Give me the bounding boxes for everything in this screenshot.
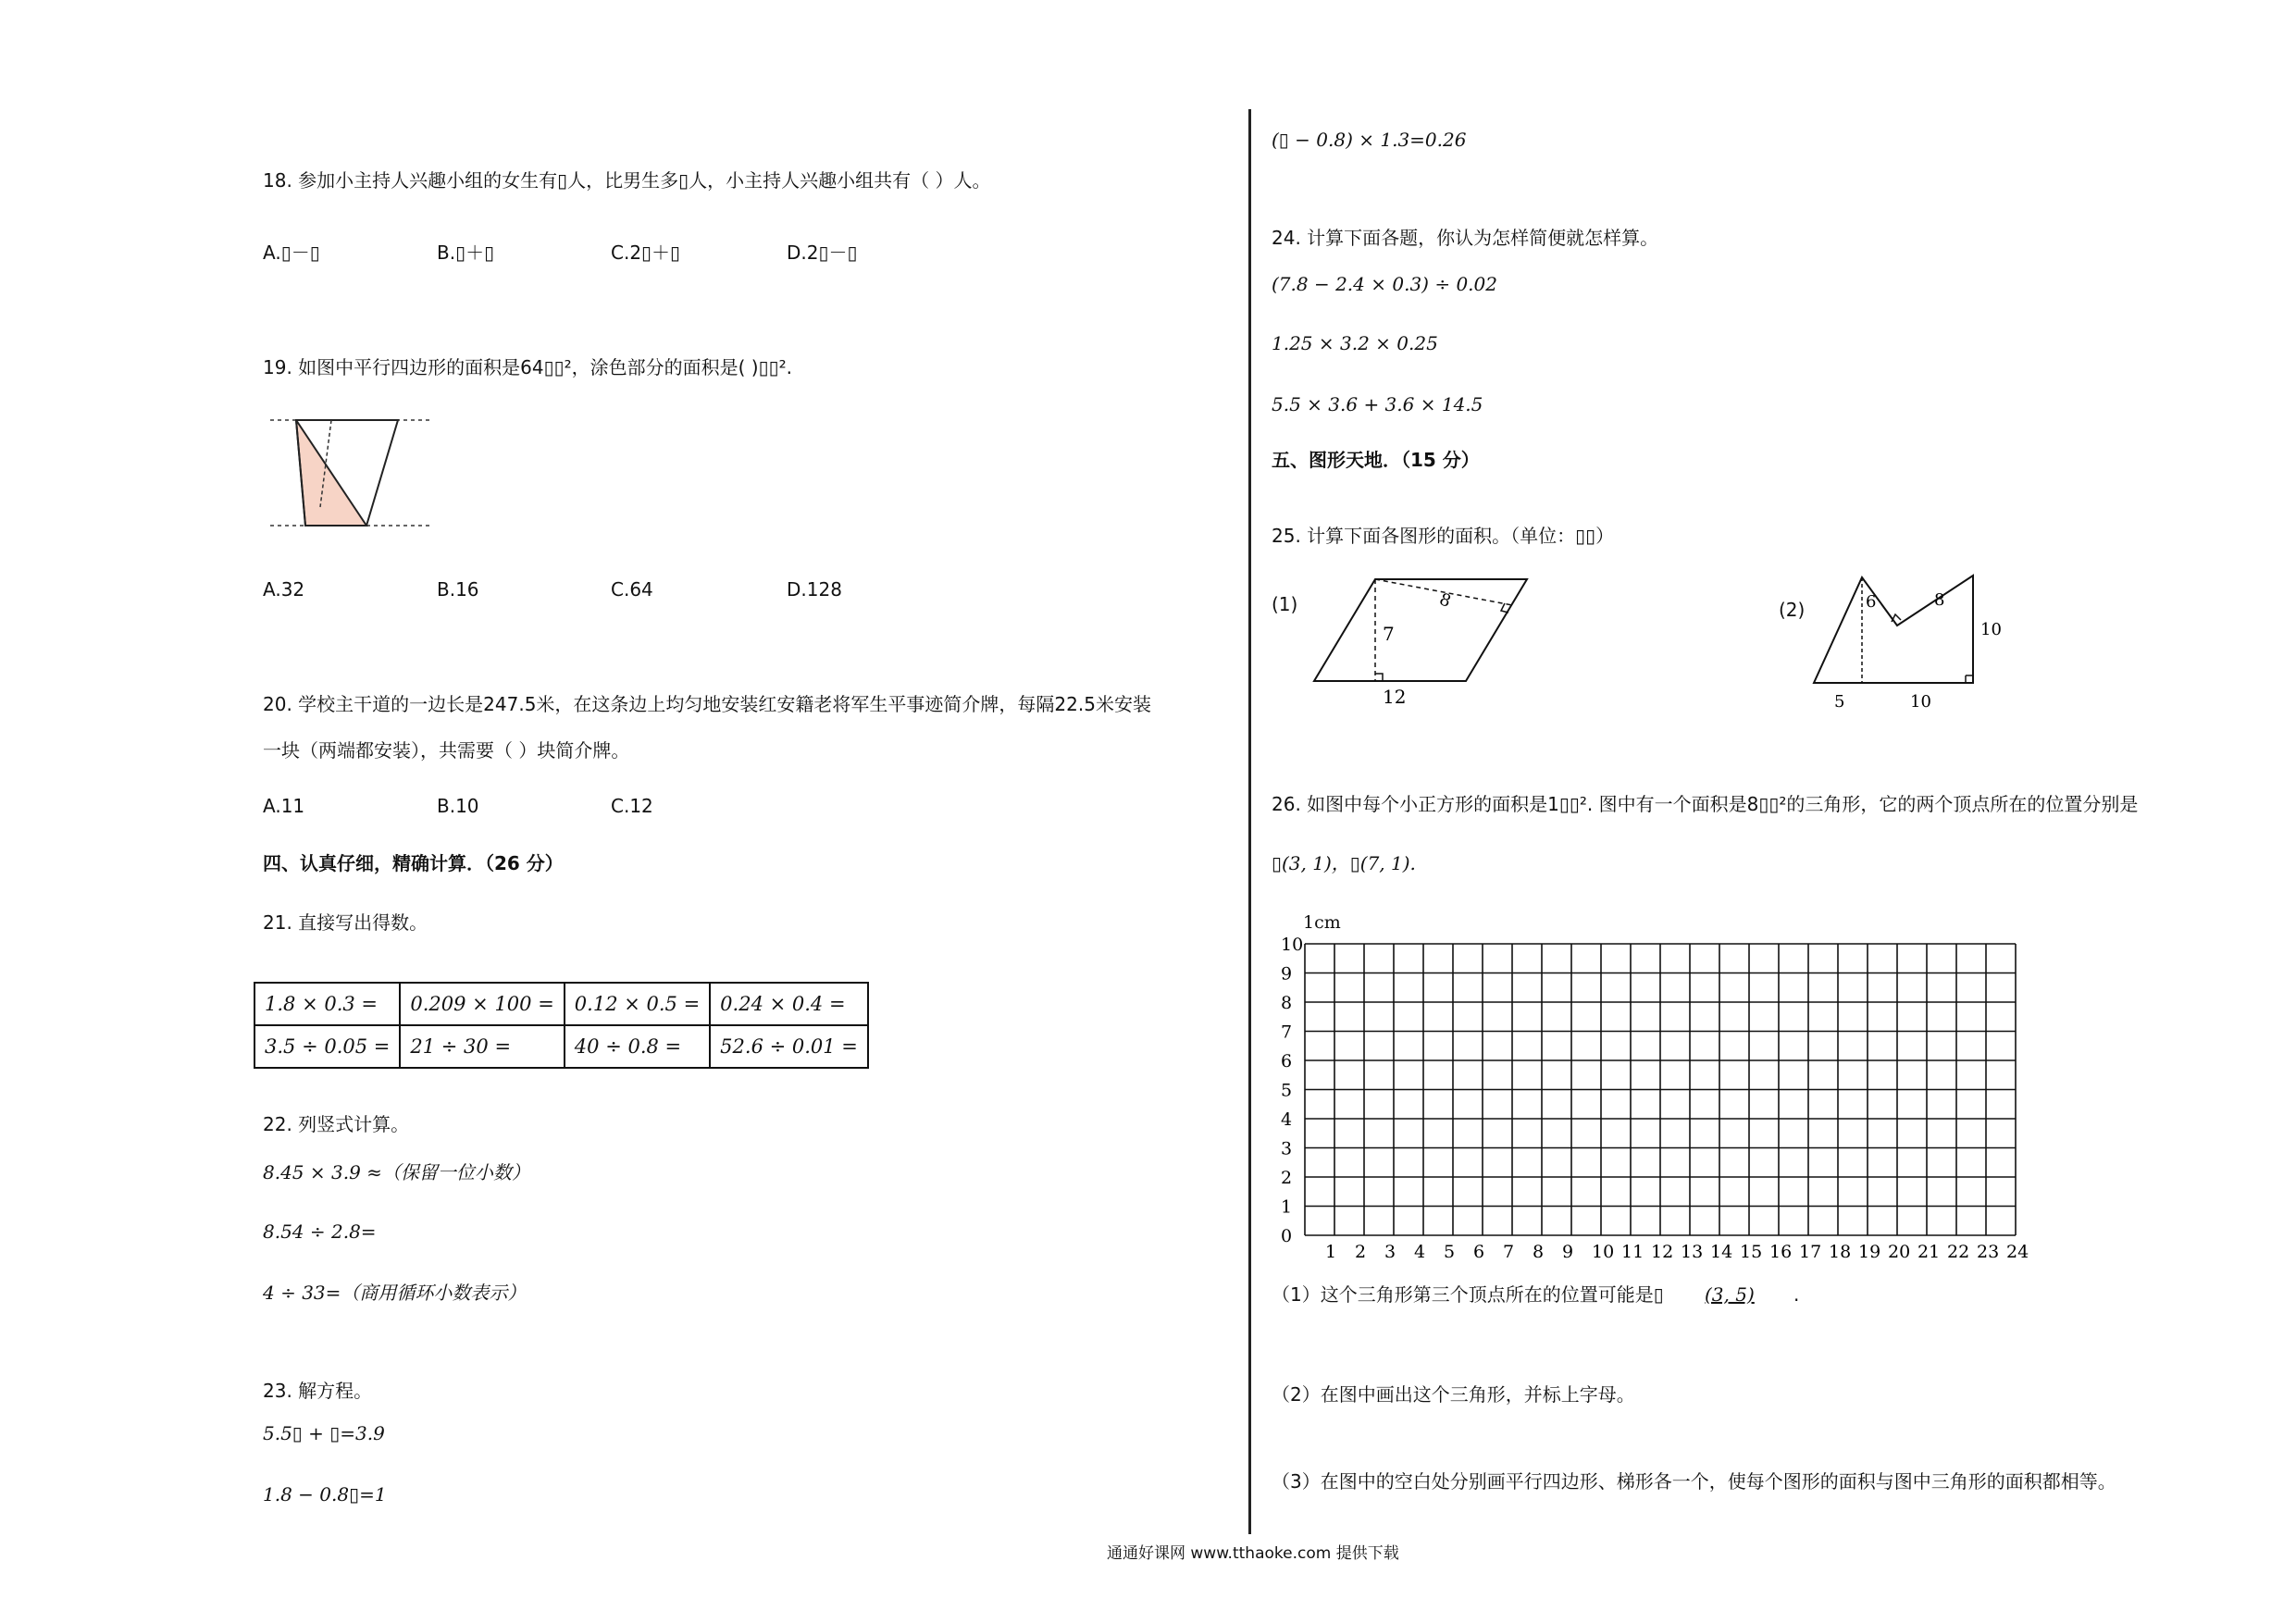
footer-text: 通通好课网 www.tthaoke.com 提供下载 (1107, 1544, 1399, 1563)
q22-stem: 22. 列竖式计算。 (263, 1113, 410, 1135)
q23-stem: 23. 解方程。 (263, 1380, 373, 1402)
column-divider (1248, 109, 1251, 1534)
grid-x-label: 18 (1829, 1242, 1852, 1262)
q19-option-b: B.16 (437, 578, 479, 601)
q19-stem: 19. 如图中平行四边形的面积是64▯▯²，涂色部分的面积是( )▯▯². (263, 356, 792, 378)
grid-x-label: 2 (1355, 1242, 1367, 1262)
q24-item-3: 5.5 × 3.6 + 3.6 × 14.5 (1272, 393, 1483, 415)
q22-item-1: 8.45 × 3.9 ≈（保留一位小数） (263, 1161, 530, 1183)
grid-x-label: 1 (1325, 1242, 1337, 1262)
grid-y-label: 8 (1281, 993, 1293, 1013)
q24-stem: 24. 计算下面各题，你认为怎样简便就怎样算。 (1272, 227, 1659, 249)
grid-x-label: 14 (1710, 1242, 1733, 1262)
grid-x-label: 21 (1917, 1242, 1941, 1262)
figure-1-base-label: 12 (1383, 686, 1407, 708)
figure-1-parallelogram (1305, 572, 1536, 711)
q26-sub1-suffix: . (1793, 1283, 1800, 1306)
q23-item-2: 1.8 − 0.8▯=1 (263, 1483, 387, 1505)
grid-x-label: 6 (1473, 1242, 1485, 1262)
calc-cell: 0.12 × 0.5 = (565, 983, 710, 1025)
q22-item-3: 4 ÷ 33=（商用循环小数表示） (263, 1282, 527, 1304)
q18-option-b: B.▯＋▯ (437, 242, 495, 264)
q18-stem: 18. 参加小主持人兴趣小组的女生有▯人，比男生多▯人，小主持人兴趣小组共有（ ）人。 (263, 169, 991, 192)
q19-option-c: C.64 (611, 578, 653, 601)
q19-option-a: A.32 (263, 578, 305, 601)
grid-x-label: 19 (1858, 1242, 1881, 1262)
section-5-heading: 五、图形天地．（15 分） (1272, 449, 1480, 471)
q26-sub1-prefix: （1）这个三角形第三个顶点所在的位置可能是▯ (1272, 1283, 1664, 1306)
grid-x-label: 13 (1681, 1242, 1704, 1262)
figure-2-right-height-label: 10 (1980, 620, 2002, 639)
table-row (254, 983, 868, 1025)
calc-cell: 52.6 ÷ 0.01 = (710, 1025, 868, 1068)
q23-item-1: 5.5▯ + ▯=3.9 (263, 1422, 385, 1444)
q20-stem-line1: 20. 学校主干道的一边长是247.5米，在这条边上均匀地安装红安籍老将军生平事迹简介牌，每隔22.5米安装 (263, 693, 1151, 715)
q18-option-a: A.▯－▯ (263, 242, 320, 264)
grid-x-label: 17 (1799, 1242, 1822, 1262)
figure-2-shape (1810, 566, 2004, 714)
calc-cell: 0.209 × 100 = (400, 983, 564, 1025)
grid-y-label: 1 (1281, 1196, 1293, 1218)
grid-x-label: 11 (1621, 1242, 1644, 1262)
q21-table (254, 982, 869, 1069)
q23-item-3: (▯ − 0.8) × 1.3=0.26 (1272, 129, 1467, 151)
grid-x-label: 24 (2006, 1242, 2029, 1262)
figure-2-label: (2) (1779, 599, 1806, 621)
q25-stem: 25. 计算下面各图形的面积。（单位：▯▯） (1272, 525, 1615, 547)
figure-1-label: (1) (1272, 593, 1298, 615)
figure-2-left-height-label: 6 (1866, 592, 1877, 612)
grid-y-label: 10 (1281, 935, 1304, 955)
grid-x-label: 3 (1384, 1242, 1396, 1262)
figure-1-height-label: 7 (1383, 623, 1395, 645)
q26-sub3: （3）在图中的空白处分别画平行四边形、梯形各一个，使每个图形的面积与图中三角形的面积都相等。 (1272, 1470, 2116, 1493)
figure-2-base-right-label: 10 (1910, 692, 1931, 712)
grid-y-label: 4 (1281, 1109, 1293, 1130)
grid-x-label: 20 (1888, 1242, 1911, 1262)
section-4-heading: 四、认真仔细，精确计算．（26 分） (263, 852, 564, 874)
grid-y-label: 9 (1281, 963, 1293, 985)
q26-sub2: （2）在图中画出这个三角形，并标上字母。 (1272, 1383, 1635, 1406)
grid-y-label: 3 (1281, 1138, 1293, 1159)
q20-option-a: A.11 (263, 795, 305, 817)
grid-y-label: 5 (1281, 1080, 1293, 1101)
q20-stem-line2: 一块（两端都安装），共需要（ ）块简介牌。 (263, 739, 630, 762)
q22-item-2: 8.54 ÷ 2.8= (263, 1220, 377, 1243)
calc-cell: 40 ÷ 0.8 = (565, 1025, 710, 1068)
q24-item-1: (7.8 − 2.4 × 0.3) ÷ 0.02 (1272, 273, 1497, 295)
parallelogram-figure (268, 415, 435, 535)
grid-y-label: 6 (1281, 1051, 1293, 1072)
grid-x-label: 15 (1740, 1242, 1763, 1262)
q26-stem-line1: 26. 如图中每个小正方形的面积是1▯▯². 图中有一个面积是8▯▯²的三角形，它的两个顶点所在的位置分别是 (1272, 793, 2139, 815)
grid-y-label: 0 (1281, 1226, 1293, 1246)
q20-option-c: C.12 (611, 795, 653, 817)
calc-cell: 0.24 × 0.4 = (710, 983, 868, 1025)
shaded-triangle (296, 420, 366, 526)
q26-stem-line2: ▯(3, 1)，▯(7, 1). (1272, 852, 1416, 874)
grid-unit-label: 1cm (1303, 912, 1341, 933)
q21-stem: 21. 直接写出得数。 (263, 911, 428, 934)
table-row (254, 1025, 868, 1068)
calc-cell: 1.8 × 0.3 = (254, 983, 400, 1025)
q26-sub1-answer: (3, 5) (1705, 1283, 1755, 1306)
calc-cell: 3.5 ÷ 0.05 = (254, 1025, 400, 1068)
q24-item-2: 1.25 × 3.2 × 0.25 (1272, 332, 1438, 354)
grid-x-label: 9 (1562, 1242, 1574, 1262)
q19-option-d: D.128 (787, 578, 842, 601)
grid-x-label: 22 (1947, 1242, 1970, 1262)
grid-x-label: 4 (1414, 1242, 1426, 1262)
figure-1-slant-label: 8 (1436, 589, 1454, 612)
q20-option-b: B.10 (437, 795, 479, 817)
q18-option-c: C.2▯＋▯ (611, 242, 681, 264)
grid-y-label: 2 (1281, 1168, 1293, 1188)
grid-x-label: 16 (1769, 1242, 1793, 1262)
grid-x-label: 10 (1592, 1242, 1615, 1262)
q18-option-d: D.2▯－▯ (787, 242, 858, 264)
grid-x-label: 23 (1977, 1242, 2000, 1262)
grid-x-label: 8 (1533, 1242, 1545, 1262)
grid-x-label: 5 (1444, 1242, 1456, 1262)
grid-x-label: 7 (1503, 1242, 1515, 1262)
calc-cell: 21 ÷ 30 = (400, 1025, 564, 1068)
figure-2-base-left-label: 5 (1834, 692, 1845, 712)
grid-x-label: 12 (1651, 1242, 1674, 1262)
figure-2-slant-label: 8 (1934, 590, 1945, 610)
grid-y-label: 7 (1281, 1022, 1293, 1043)
coordinate-grid (1264, 929, 2042, 1262)
